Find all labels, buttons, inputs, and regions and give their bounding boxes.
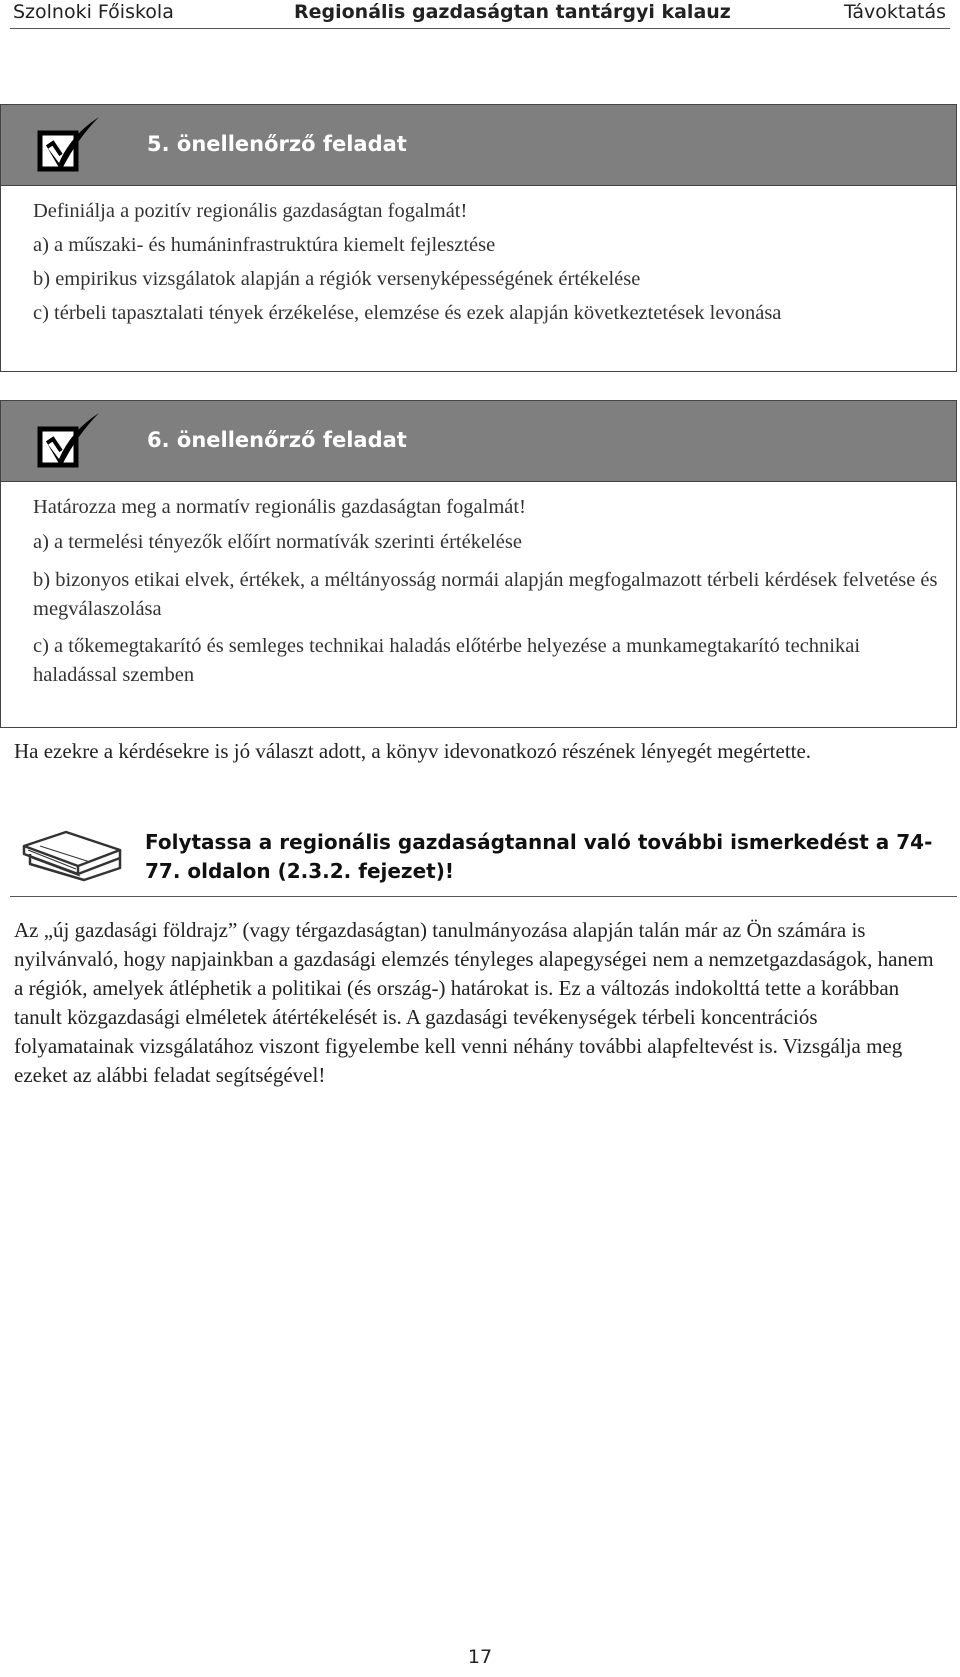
header-institution: Szolnoki Főiskola [13,1,174,23]
checkmark-box-icon [37,409,107,473]
task-6-question: Határozza meg a normatív regionális gazdaságtan fogalmát! [33,496,526,518]
task-5-question: Definiálja a pozitív regionális gazdaságtan fogalmát! [33,200,468,222]
task-6-header [1,401,956,482]
task-6-body [1,496,956,690]
header-mode: Távoktatás [843,1,946,23]
page-header [10,0,950,29]
task-6-option-a: a) a termelési tényezők előírt normatívák szerinti értékelése [33,531,522,553]
task-5-option-a: a) a műszaki- és humáninfrastruktúra kiemelt fejlesztése [33,234,496,256]
summary-text: Ha ezekre a kérdésekre is jó választ adott, a könyv idevonatkozó részének lényegét megértette. [14,739,812,763]
task-6-option-b: b) bizonyos etikai elvek, értékek, a méltányosság normái alapján megfogalmazott térbeli kérdések felvetése és megválaszolása [33,569,938,620]
task-6-title: 6. önellenőrző feladat [147,428,407,452]
self-check-task-6 [0,400,957,728]
task-5-title: 5. önellenőrző feladat [147,132,407,156]
continue-reading-text: Folytassa a regionális gazdaságtannal való további ismerkedést a 74-77. oldalon (2.3.2. fejezet)! [145,830,933,883]
task-5-header [1,105,956,186]
task-5-option-b: b) empirikus vizsgálatok alapján a régiók versenyképességének értékelése [33,268,641,290]
continue-reading-callout [10,812,957,897]
book-stack-icon [20,824,124,882]
task-5-option-c: c) térbeli tapasztalati tények érzékelése, elemzése és ezek alapján következtetések levonása [33,302,782,324]
header-title: Regionális gazdaságtan tantárgyi kalauz [294,1,731,23]
page-number: 17 [467,1646,493,1668]
task-5-body [1,200,956,325]
body-paragraph: Az „új gazdasági földrajz” (vagy térgazdaságtan) tanulmányozása alapján talán már az Ön számára is nyilvánvaló, hogy napjainkban a gazdasági elemzés tényleges alapegységei nem a nemzetgazdaságok, hanem a régiók, amelyek átléphetik a politikai (és ország-) határokat is. Ez a változás indokolttá tette a korábban tanult közgazdasági elméletek átértékelését is. A gazdasági tevékenységek térbeli koncentrációs folyamatainak vizsgálatához viszont figyelembe kell venni néhány további alapfeltevést is. Vizsgálja meg ezeket az alábbi feladat segítségével! [14,918,934,1087]
task-6-option-c: c) a tőkemegtakarító és semleges technikai haladás előtérbe helyezése a munkamegtakarító technikai haladással szemben [33,635,861,686]
self-check-task-5 [0,104,957,372]
checkmark-box-icon [37,113,107,177]
